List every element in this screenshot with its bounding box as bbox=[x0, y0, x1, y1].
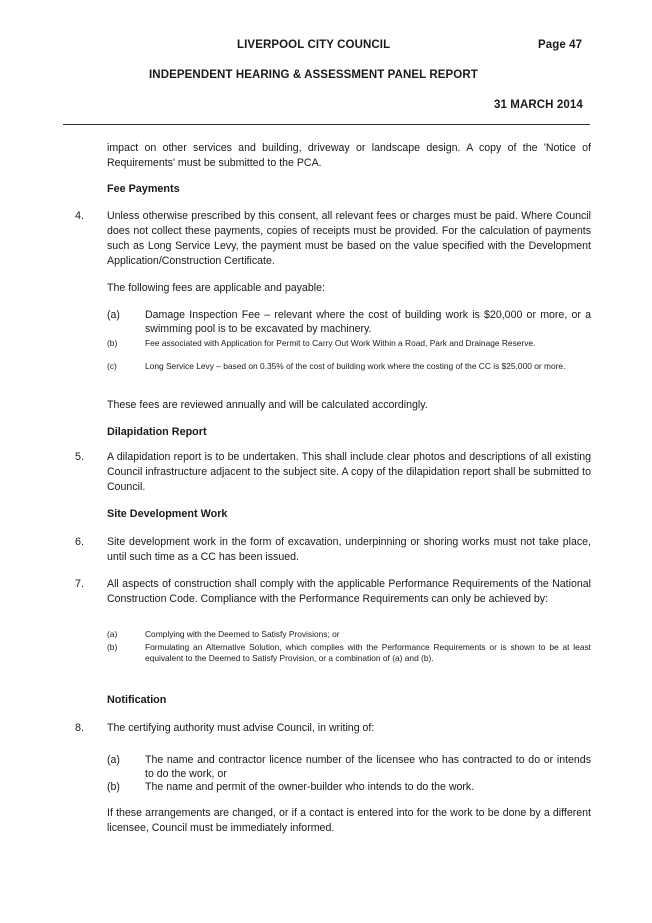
item-4-number: 4. bbox=[75, 210, 85, 222]
report-date: 31 MARCH 2014 bbox=[494, 99, 583, 111]
notification-item bbox=[107, 780, 591, 794]
fee-item bbox=[107, 338, 591, 360]
header-rule bbox=[63, 124, 590, 125]
fee-item-text: Long Service Levy – based on 0.35% of the cost of building work where the costing of the CC is $25,000 or more. bbox=[145, 361, 566, 371]
construction-option bbox=[107, 629, 591, 641]
construction-option-text: Formulating an Alternative Solution, which complies with the Performance Requirements or is shown to be at least equivalent to the Deemed to Satisfy Provision, or a combination of (a) and (b). bbox=[145, 642, 591, 663]
item-5-text: A dilapidation report is to be undertaken. This shall include clear photos and descriptions of all existing Council infrastructure adjacent to the subject site. A copy of the dilapidation report shall be submitted to Council. bbox=[107, 451, 591, 493]
fee-payments-heading: Fee Payments bbox=[107, 183, 180, 195]
dilapidation-heading: Dilapidation Report bbox=[107, 426, 207, 438]
site-development-heading: Site Development Work bbox=[107, 508, 228, 520]
notification-heading: Notification bbox=[107, 694, 167, 706]
construction-option-text: Complying with the Deemed to Satisfy Provisions; or bbox=[145, 629, 340, 639]
item-8-number: 8. bbox=[75, 722, 85, 734]
fee-item bbox=[107, 361, 591, 383]
fees-intro: The following fees are applicable and payable: bbox=[107, 282, 325, 294]
notification-item-text: The name and contractor licence number of the licensee who has contracted to do or intends to do the work, or bbox=[145, 754, 591, 780]
fees-note: These fees are reviewed annually and will be calculated accordingly. bbox=[107, 399, 428, 411]
fee-item-label: (b) bbox=[107, 338, 118, 348]
construction-option-label: (b) bbox=[107, 642, 118, 652]
notification-item-label: (a) bbox=[107, 754, 120, 766]
notification-item-label: (b) bbox=[107, 781, 120, 793]
notification-item-text: The name and permit of the owner-builder who intends to do the work. bbox=[145, 781, 475, 793]
item-8-text: The certifying authority must advise Council, in writing of: bbox=[107, 722, 375, 734]
item-5-number: 5. bbox=[75, 451, 85, 463]
item-7-text: All aspects of construction shall comply with the applicable Performance Requirements of the National Construction Code. Compliance with the Performance Requirements can only be achieved by: bbox=[107, 578, 591, 605]
fee-item-label: (c) bbox=[107, 361, 117, 371]
item-6-text: Site development work in the form of excavation, underpinning or shoring works must not take place, until such time as a CC has been issued. bbox=[107, 536, 591, 563]
construction-option bbox=[107, 642, 591, 676]
intro-paragraph: impact on other services and building, driveway or landscape design. A copy of the 'Notice of Requirements' must be submitted to the PCA. bbox=[107, 142, 591, 169]
fee-item-label: (a) bbox=[107, 309, 120, 321]
item-6-number: 6. bbox=[75, 536, 85, 548]
notification-item bbox=[107, 753, 591, 781]
page-number: Page 47 bbox=[538, 39, 583, 51]
organisation-name: LIVERPOOL CITY COUNCIL bbox=[237, 39, 391, 51]
closing-paragraph: If these arrangements are changed, or if a contact is entered into for the work to be done by a different licensee, Council must be immediately informed. bbox=[107, 807, 591, 834]
fee-item bbox=[107, 308, 591, 336]
fee-item-text: Fee associated with Application for Permit to Carry Out Work Within a Road, Park and Drainage Reserve. bbox=[145, 338, 536, 348]
construction-option-label: (a) bbox=[107, 629, 118, 639]
report-title: INDEPENDENT HEARING & ASSESSMENT PANEL REPORT bbox=[149, 69, 478, 81]
item-4-text: Unless otherwise prescribed by this consent, all relevant fees or charges must be paid. Where Council does not collect these payments, copies of receipts must be provided. For the calculation of payments such as Long Service Levy, the payment must be based on the value specified with the Development Application/Construction Certificate. bbox=[107, 210, 591, 267]
item-7-number: 7. bbox=[75, 578, 85, 590]
fee-item-text: Damage Inspection Fee – relevant where the cost of building work is $20,000 or more, or a swimming pool is to be excavated by machinery. bbox=[145, 309, 591, 335]
